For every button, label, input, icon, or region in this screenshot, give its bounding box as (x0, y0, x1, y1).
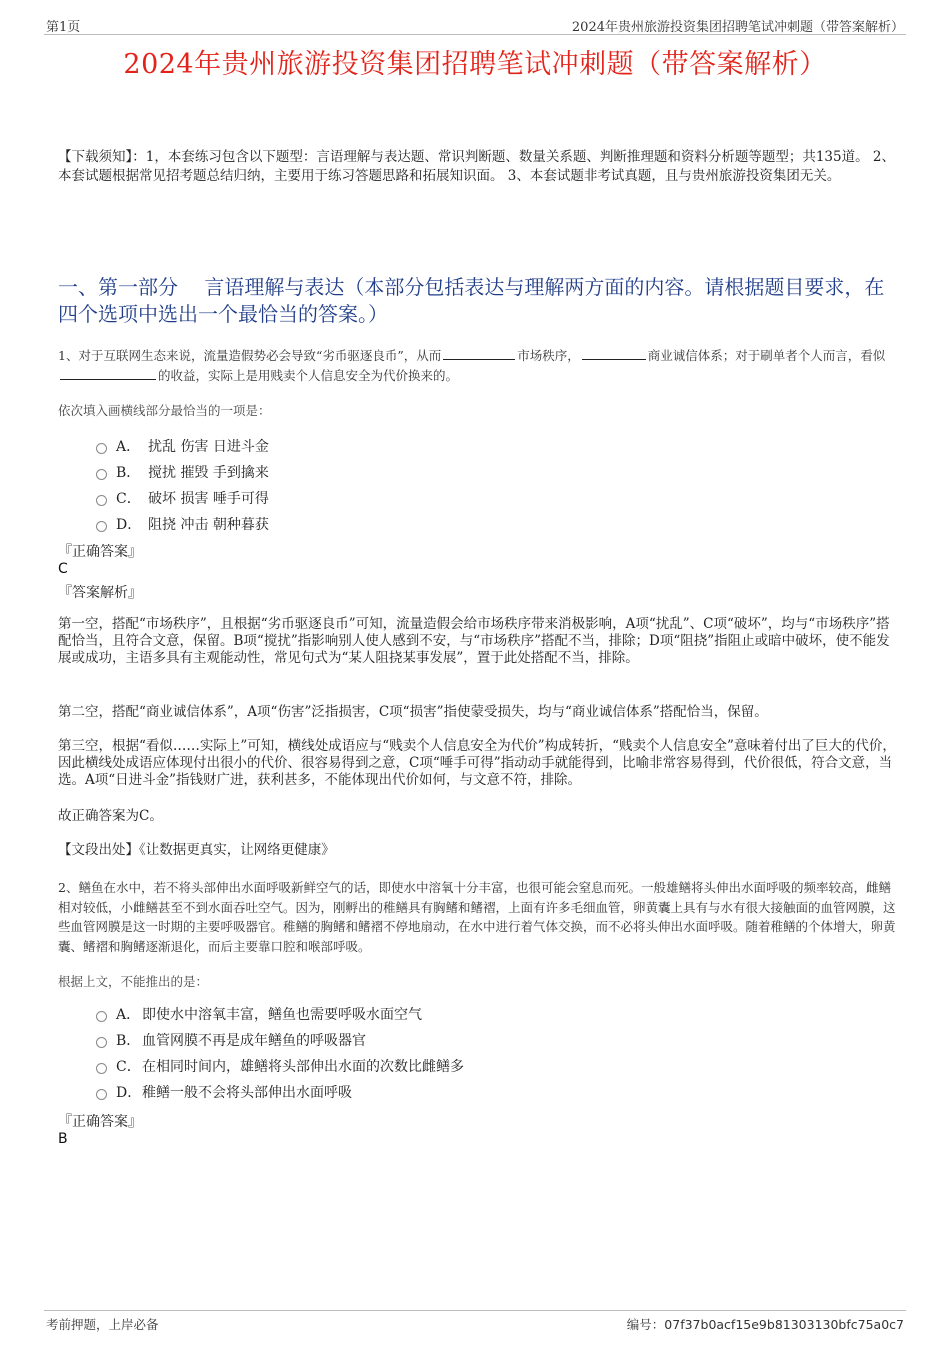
option-key: C． (116, 1059, 141, 1075)
document-title: 2024年贵州旅游投资集团招聘笔试冲刺题（带答案解析） (123, 49, 827, 80)
radio-icon[interactable] (96, 495, 107, 506)
option-key: D． (116, 1085, 142, 1101)
option-text: 阻挠 冲击 朝种暮获 (148, 517, 269, 533)
option-key: A． (116, 1007, 141, 1023)
option-text: 搅扰 摧毁 手到擒来 (148, 465, 269, 481)
question-1-stem (58, 346, 898, 386)
download-notice: 【下载须知】：1，本套练习包含以下题型：言语理解与表达题、常识判断题、数量关系题、判断推理题和资料分析题等题型；共135道。 2、本套试题根据常见招考题总结归纳，主要用于练习答题思路和拓展知识面。 3、本套试题非考试真题，且与贵州旅游投资集团无关。 (58, 149, 895, 184)
q1-analysis-label: 『答案解析』 (58, 585, 142, 601)
q1-option-d[interactable] (96, 511, 269, 537)
radio-icon[interactable] (96, 1011, 107, 1022)
q2-option-c[interactable] (96, 1053, 464, 1079)
q1-answer-label: 『正确答案』 (58, 544, 142, 560)
q2-answer-value: B (58, 1131, 68, 1147)
page-number: 第1页 (46, 20, 81, 35)
fill-blank-1 (443, 347, 515, 360)
fill-blank-3 (60, 367, 156, 380)
q1-stem-part-a: 1、对于互联网生态来说，流量造假势必会导致“劣币驱逐良币”，从而 (58, 348, 442, 363)
option-key: B． (116, 1033, 141, 1049)
q1-answer-value: C (58, 561, 68, 577)
footer-code-value: 07f37b0acf15e9b81303130bfc75a0c7 (664, 1317, 904, 1332)
option-key: C． (116, 491, 141, 507)
option-text: 血管网膜不再是成年鳝鱼的呼吸器官 (142, 1033, 366, 1049)
q2-option-d[interactable] (96, 1079, 464, 1105)
option-key: A． (116, 439, 141, 455)
q1-text-source: 【文段出处】《让数据更真实，让网络更健康》 (58, 842, 335, 858)
section-heading: 一、第一部分 言语理解与表达（本部分包括表达与理解两方面的内容。请根据题目要求，在四个选项中选出一个最恰当的答案。） (58, 275, 885, 326)
radio-icon[interactable] (96, 469, 107, 480)
q1-analysis-conclusion: 故正确答案为C。 (58, 808, 163, 824)
option-text: 扰乱 伤害 日进斗金 (148, 439, 269, 455)
footer-code-label: 编号： (626, 1317, 665, 1332)
radio-icon[interactable] (96, 1063, 107, 1074)
option-text: 稚鳝一般不会将头部伸出水面呼吸 (142, 1085, 352, 1101)
option-text: 在相同时间内，雄鳝将头部伸出水面的次数比雌鳝多 (142, 1059, 464, 1075)
q1-stem-part-c: 商业诚信体系；对于刷单者个人而言，看似 (647, 348, 886, 363)
q2-option-a[interactable] (96, 1001, 464, 1027)
q1-option-c[interactable] (96, 485, 269, 511)
q1-stem-part-d: 的收益，实际上是用贱卖个人信息安全为代价换来的。 (158, 368, 459, 383)
radio-icon[interactable] (96, 521, 107, 532)
q2-option-b[interactable] (96, 1027, 464, 1053)
q1-analysis-paragraph: 第一空，搭配“市场秩序”，且根据“劣币驱逐良币”可知，流量造假会给市场秩序带来消极影响，A项“扰乱”、C项“破坏”，均与“市场秩序”搭配恰当，且符合文意，保留。B项“搅扰”指影响别人使人感到不安，与“市场秩序”搭配不当，排除；D项“阻挠”指阻止或暗中破坏，使不能发展或成功，主语多具有主观能动性，常见句式为“某人阻挠某事发展”，置于此处搭配不当，排除。 (58, 616, 890, 666)
option-text: 破坏 损害 唾手可得 (148, 491, 269, 507)
q1-stem-part-b: 市场秩序， (517, 348, 580, 363)
footer-slogan: 考前押题，上岸必备 (46, 1317, 159, 1332)
fill-blank-2 (582, 347, 646, 360)
footer-code (627, 1315, 904, 1333)
radio-icon[interactable] (96, 1037, 107, 1048)
page-header (44, 14, 906, 35)
q1-analysis-paragraph: 第二空，搭配“商业诚信体系”，A项“伤害”泛指损害，C项“损害”指使蒙受损失，均与“商业诚信体系”搭配恰当，保留。 (58, 704, 768, 720)
radio-icon[interactable] (96, 1089, 107, 1100)
question-1-options (96, 433, 269, 537)
page-footer (44, 1310, 906, 1332)
question-2-prompt: 根据上文，不能推出的是： (58, 974, 209, 989)
question-2-options (96, 1001, 464, 1105)
q1-analysis-paragraph: 第三空，根据“看似……实际上”可知，横线处成语应与“贱卖个人信息安全为代价”构成转折，“贱卖个人信息安全”意味着付出了巨大的代价，因此横线处成语应体现付出很小的代价、很容易得到之意，C项“唾手可得”指动动手就能得到，比喻非常容易得到，代价很低，符合文意，当选。A项“日进斗金”指钱财广进，获利甚多，不能体现出代价如何，与文意不符，排除。 (58, 738, 896, 788)
question-1-prompt: 依次填入画横线部分最恰当的一项是： (58, 403, 271, 418)
radio-icon[interactable] (96, 443, 107, 454)
option-key: D． (116, 517, 142, 533)
q1-option-a[interactable] (96, 433, 269, 459)
q1-option-b[interactable] (96, 459, 269, 485)
option-key: B． (116, 465, 141, 481)
header-doc-title: 2024年贵州旅游投资集团招聘笔试冲刺题（带答案解析） (571, 20, 904, 35)
question-2-stem: 2、鳝鱼在水中，若不将头部伸出水面呼吸新鲜空气的话，即使水中溶氧十分丰富，也很可能会窒息而死。一般雄鳝将头伸出水面呼吸的频率较高，雌鳝相对较低，小雌鳝甚至不到水面吞吐空气。因为，刚孵出的稚鳝具有胸鳍和鳍褶，上面有许多毛细血管，卵黄囊上具有与水有很大接触面的血管网膜，这些血管网膜是这一时期的主要呼吸器官。稚鳝的胸鳍和鳍褶不停地扇动，在水中进行着气体交换，而不必将头伸出水面呼吸。随着稚鳝的个体增大，卵黄囊、鳍褶和胸鳍逐渐退化，而后主要靠口腔和喉部呼吸。 (58, 880, 896, 954)
q2-answer-label: 『正确答案』 (58, 1114, 142, 1130)
option-text: 即使水中溶氧丰富，鳝鱼也需要呼吸水面空气 (142, 1007, 422, 1023)
